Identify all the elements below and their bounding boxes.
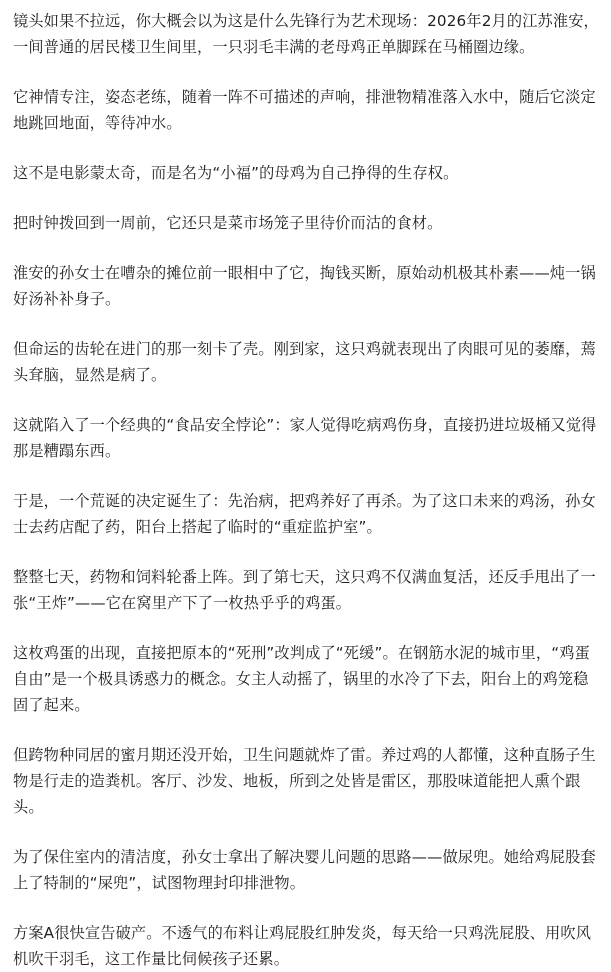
paragraph-11: 但跨物种同居的蜜月期还没开始，卫生问题就炸了雷。养过鸡的人都懂，这种直肠子生物是行走的造粪机。客厅、沙发、地板，所到之处皆是雷区，那股味道能把人熏个跟头。: [13, 746, 596, 816]
paragraph-3: 这不是电影蒙太奇，而是名为“小福”的母鸡为自己挣得的生存权。: [13, 164, 459, 182]
paragraph-9: 整整七天，药物和饲料轮番上阵。到了第七天，这只鸡不仅满血复活，还反手甩出了一张“王炸”——它在窝里产下了一枚热乎乎的鸡蛋。: [13, 568, 596, 612]
paragraph-10: 这枚鸡蛋的出现，直接把原本的“死刑”改判成了“死缓”。在钢筋水泥的城市里，“鸡蛋自由”是一个极具诱惑力的概念。女主人动摇了，锅里的水冷了下去，阳台上的鸡笼稳固了起来。: [13, 644, 590, 714]
paragraph-13: 方案A很快宣告破产。不透气的布料让鸡屁股红肿发炎，每天给一只鸡洗屁股、用吹风机吹干羽毛，这工作量比伺候孩子还累。: [13, 924, 592, 968]
paragraph-6: 但命运的齿轮在进门的那一刻卡了壳。刚到家，这只鸡就表现出了肉眼可见的萎靡，蔫头耷脑，显然是病了。: [13, 340, 596, 384]
paragraph-8: 于是，一个荒诞的决定诞生了：先治病，把鸡养好了再杀。为了这口未来的鸡汤，孙女士去药店配了药，阳台上搭起了临时的“重症监护室”。: [13, 492, 596, 536]
paragraph-12: 为了保住室内的清洁度，孙女士拿出了解决婴儿问题的思路——做尿兜。她给鸡屁股套上了特制的“屎兜”，试图物理封印排泄物。: [13, 848, 596, 892]
paragraph-7: 这就陷入了一个经典的“食品安全悖论”：家人觉得吃病鸡伤身，直接扔进垃圾桶又觉得那是糟蹋东西。: [13, 416, 597, 460]
paragraph-2: 它神情专注，姿态老练，随着一阵不可描述的声响，排泄物精准落入水中，随后它淡定地跳回地面，等待冲水。: [13, 88, 596, 132]
paragraph-1: 镜头如果不拉远，你大概会以为这是什么先锋行为艺术现场：2026年2月的江苏淮安，一间普通的居民楼卫生间里，一只羽毛丰满的老母鸡正单脚踩在马桶圈边缘。: [13, 12, 599, 56]
paragraph-4: 把时钟拨回到一周前，它还只是菜市场笼子里待价而沽的食材。: [13, 214, 443, 232]
paragraph-5: 淮安的孙女士在嘈杂的摊位前一眼相中了它，掏钱买断，原始动机极其朴素——炖一锅好汤补补身子。: [13, 264, 596, 308]
